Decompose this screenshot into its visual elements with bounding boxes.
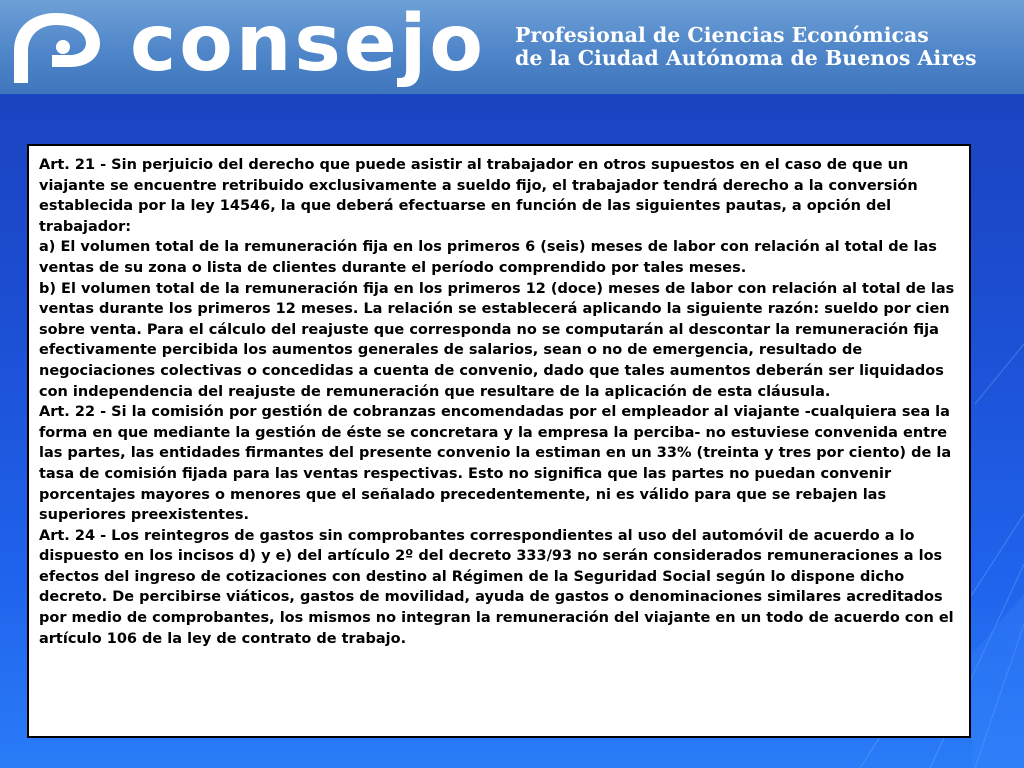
header-banner: [0, 0, 1024, 94]
paragraph-art-21-item-a: a) El volumen total de la remuneración fija en los primeros 6 (seis) meses de labor con relación al total de las ventas de su zona o lista de clientes durante el período comprendido por tales meses.: [39, 239, 937, 276]
organization-name: [515, 24, 977, 70]
paragraph-art-24: Art. 24 - Los reintegros de gastos sin comprobantes correspondientes al uso del automóvil de acuerdo a lo dispuesto en los incisos d) y e) del artículo 2º del decreto 333/93 no serán considerados remuneraciones a los efectos del ingreso de cotizaciones con destino al Régimen de la Seguridad Social según lo dispone dicho decreto. De percibirse viáticos, gastos de movilidad, ayuda de gastos o denominaciones similares acreditados por medio de comprobantes, los mismos no integran la remuneración del viajante en un todo de acuerdo con el artículo 106 de la ley de contrato de trabajo.: [39, 527, 954, 647]
consejo-logo-icon: [8, 7, 108, 87]
paragraph-art-21: Art. 21 - Sin perjuicio del derecho que puede asistir al trabajador en otros supuestos en el caso de que un viajante se encuentre retribuido exclusivamente a sueldo fijo, el trabajador tendrá derecho a la conversión establecida por la ley 14546, la que deberá efectuarse en función de las siguientes pautas, a opción del trabajador:: [39, 157, 918, 235]
paragraph-art-21-item-b: b) El volumen total de la remuneración fija en los primeros 12 (doce) meses de labor con relación al total de las ventas durante los primeros 12 meses. La relación se establecerá aplicando la siguiente razón: sueldo por cien sobre venta. Para el cálculo del reajuste que corresponda no se computarán al descontar la remuneración fija efectivamente percibida los aumentos generales de salarios, sean o no de emergencia, resultado de negociaciones colectivas o concedidas a cuenta de convenio, dado que tales aumentos deberán ser liquidados con independencia del reajuste de remuneración que resultare de la aplicación de esta cláusula.: [39, 280, 955, 400]
paragraph-art-22: Art. 22 - Si la comisión por gestión de cobranzas encomendadas por el empleador al viajante -cualquiera sea la forma en que mediante la gestión de éste se concretara y la empresa la perciba- no estuviese convenida entre las partes, las entidades firmantes del presente convenio la estiman en un 33% (treinta y tres por ciento) de la tasa de comisión fijada para las ventas respectivas. Esto no significa que las partes no puedan convenir porcentajes mayores o menores que el señalado precedentemente, ni es válido para que se rebajen las superiores preexistentes.: [39, 404, 952, 524]
logo-wordmark: consejo: [130, 0, 487, 89]
document-text-panel: [27, 144, 971, 738]
organization-name-line-2: de la Ciudad Autónoma de Buenos Aires: [515, 46, 977, 70]
organization-name-line-1: Profesional de Ciencias Económicas: [515, 23, 929, 47]
